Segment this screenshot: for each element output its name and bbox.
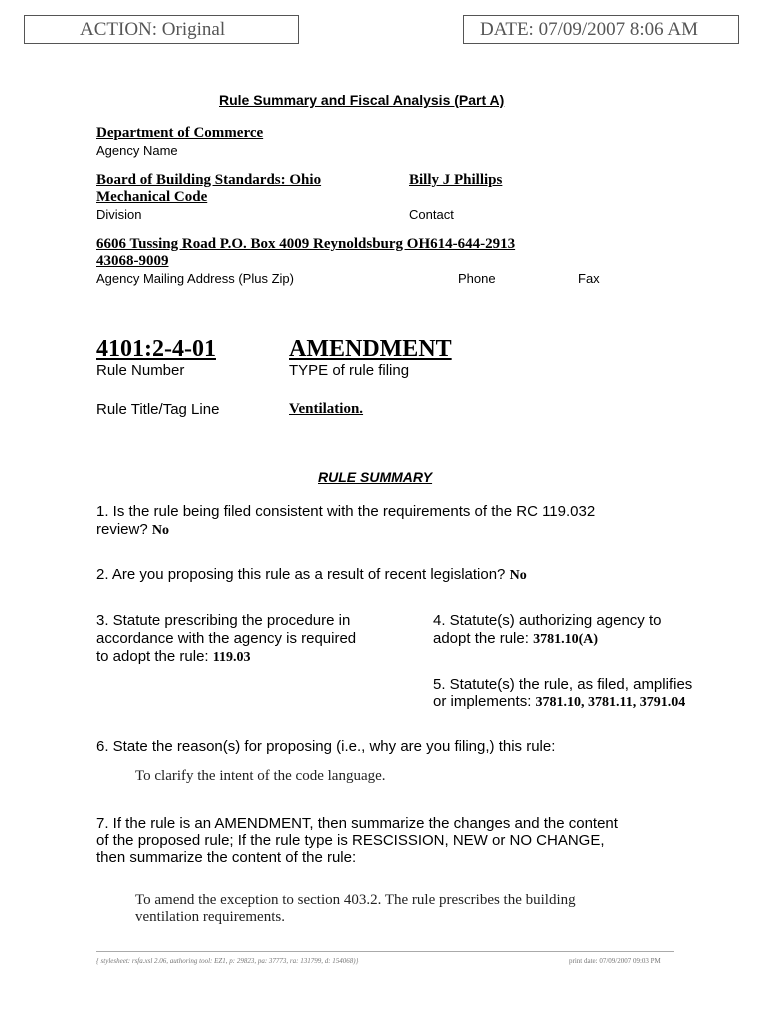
division-label: Division [96,207,142,222]
rule-number-value: 4101:2-4-01 [96,336,216,362]
agency-name-value: Department of Commerce [96,125,264,141]
date-label: DATE: 07/09/2007 8:06 AM [480,19,698,40]
question-3-answer: 119.03 [212,650,251,665]
contact-label: Contact [409,207,454,222]
question-4-answer: 3781.10(A) [533,632,599,647]
action-box [24,15,299,44]
question-5-line1: 5. Statute(s) the rule, as filed, amplifies [433,676,693,693]
question-2-answer: No [509,568,527,583]
fax-label: Fax [578,271,600,286]
contact-value: Billy J Phillips [409,172,503,188]
question-1-text: review? [96,521,148,538]
question-7-line1: 7. If the rule is an AMENDMENT, then summarize the changes and the content [96,815,618,832]
question-3-line2: accordance with the agency is required [96,630,357,647]
question-6-answer: To clarify the intent of the code language. [135,768,386,784]
footer-right: print date: 07/09/2007 09:03 PM [569,957,661,965]
footer-left: { stylesheet: rsfa.xsl 2.06, authoring tool: EZ1, p: 29823, pa: 37773, ra: 131799, d: 154068)} [96,957,359,965]
question-7-line3: then summarize the content of the rule: [96,849,357,866]
rule-type-label: TYPE of rule filing [289,362,410,379]
address-value-line1: 6606 Tussing Road P.O. Box 4009 Reynoldsburg OH614-644-2913 [96,236,516,252]
question-7-answer-line2: ventilation requirements. [135,909,285,925]
rule-type-value: AMENDMENT [289,336,452,362]
question-3-line1: 3. Statute prescribing the procedure in [96,612,351,629]
question-7-line2: of the proposed rule; If the rule type is RESCISSION, NEW or NO CHANGE, [96,832,605,849]
footer-divider [96,951,674,952]
division-value-line2: Mechanical Code [96,189,208,205]
division-value-line1: Board of Building Standards: Ohio [96,172,322,188]
question-1-line1: 1. Is the rule being filed consistent with the requirements of the RC 119.032 [96,503,596,520]
action-label: ACTION: Original [80,19,226,40]
question-5-answer: 3781.10, 3781.11, 3791.04 [535,695,686,710]
rule-title-label: Rule Title/Tag Line [96,401,220,418]
address-label: Agency Mailing Address (Plus Zip) [96,271,294,286]
rule-summary-heading: RULE SUMMARY [318,469,433,485]
question-3-line3 [96,648,251,667]
question-4-line1: 4. Statute(s) authorizing agency to [433,612,662,629]
phone-label: Phone [458,271,496,286]
question-6: 6. State the reason(s) for proposing (i.e., why are you filing,) this rule: [96,738,556,755]
question-2-text: 2. Are you proposing this rule as a result of recent legislation? [96,566,506,583]
question-7-answer-line1: To amend the exception to section 403.2. The rule prescribes the building [135,892,576,908]
question-1-answer: No [151,523,169,538]
question-5-text: or implements: [433,693,532,710]
question-4-text: adopt the rule: [433,630,529,647]
question-3-text: to adopt the rule: [96,648,209,665]
question-5-line2 [433,693,685,712]
rule-number-label: Rule Number [96,362,185,379]
rule-title-value: Ventilation. [289,401,364,417]
date-box [463,15,739,44]
address-value-line2: 43068-9009 [96,253,169,269]
page-title: Rule Summary and Fiscal Analysis (Part A) [219,92,505,108]
question-1-line2 [96,521,169,540]
question-4-line2 [433,630,598,649]
question-2 [96,566,527,585]
agency-name-label: Agency Name [96,143,178,158]
